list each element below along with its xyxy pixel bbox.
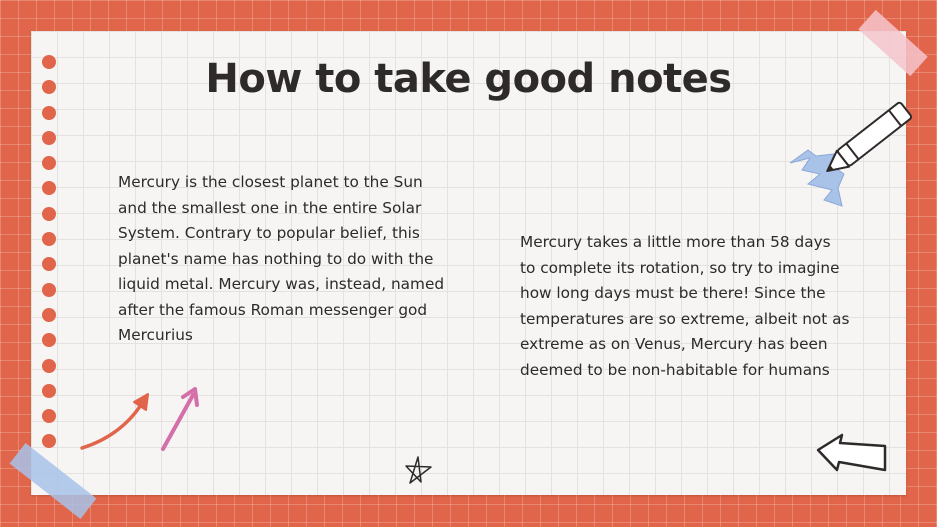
slide-title: How to take good notes [205, 56, 732, 102]
hole [42, 131, 56, 145]
curved-arrow-doodle [78, 390, 158, 455]
paper-holes [42, 55, 58, 460]
right-paragraph: Mercury takes a little more than 58 days to complete its rotation, so try to imagine how long days must be there! Since the temperatures are so extreme, albeit not as extreme as on Venus, Mercury has been deemed to be non-habitable for humans [520, 233, 850, 379]
hole [42, 308, 56, 322]
crayon-icon [780, 88, 920, 213]
hole [42, 257, 56, 271]
hole [42, 156, 56, 170]
hollow-arrow-doodle [815, 432, 890, 474]
star-doodle [402, 455, 434, 487]
hole [42, 384, 56, 398]
left-paragraph: Mercury is the closest planet to the Sun and the smallest one in the entire Solar System. Contrary to popular belief, this planet's name has nothing to do with the liquid metal. Mercury was, instead, named after the famous Roman messenger god Mercurius [118, 173, 445, 344]
hole [42, 434, 56, 448]
arrow-up-right-doodle [155, 385, 205, 455]
hole [42, 359, 56, 373]
hole [42, 409, 56, 423]
hole [42, 207, 56, 221]
hole [42, 333, 56, 347]
hole [42, 106, 56, 120]
hole [42, 232, 56, 246]
hole [42, 283, 56, 297]
hole [42, 181, 56, 195]
